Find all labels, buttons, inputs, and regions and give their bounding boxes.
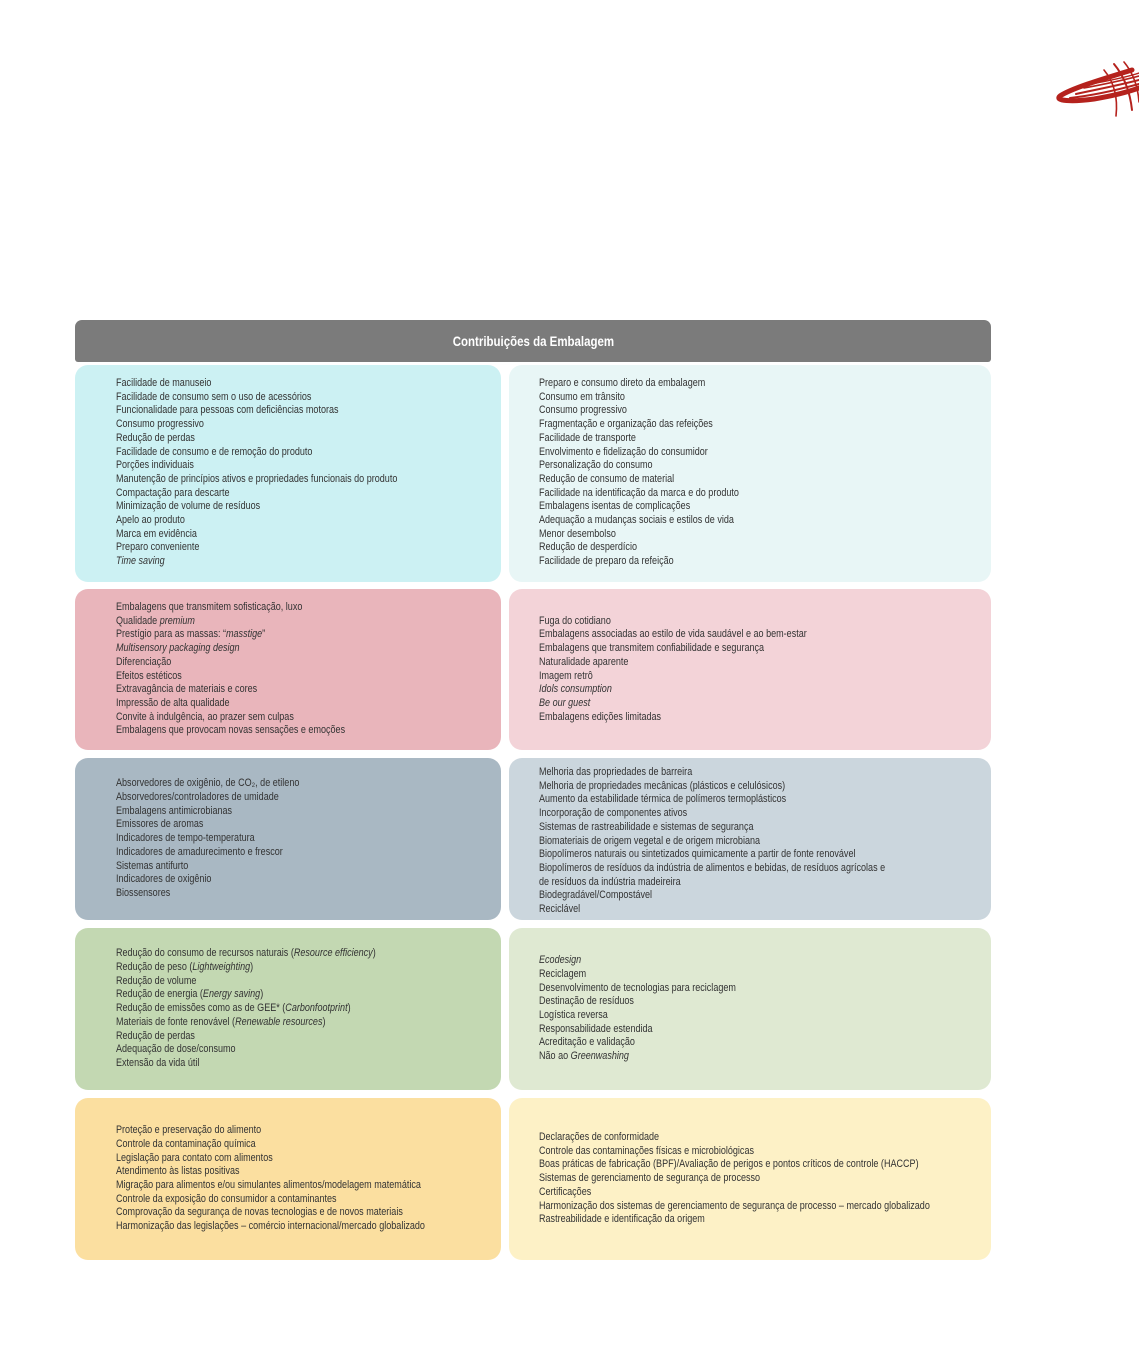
item-text: Proteção e preservação do alimento <box>116 1124 262 1137</box>
item-text: Redução do consumo de recursos naturais ( <box>116 947 294 960</box>
list-item <box>116 432 416 446</box>
item-text: Porções individuais <box>116 459 194 472</box>
item-text: Materiais de fonte renovável ( <box>116 1015 236 1028</box>
list-item <box>539 459 893 473</box>
item-text: ) <box>260 988 264 1001</box>
list-item <box>116 697 416 711</box>
item-list <box>116 601 491 738</box>
item-text: Facilidade de consumo sem o uso de acessórios <box>116 390 312 403</box>
item-text: Lightweighting <box>192 961 251 974</box>
table-title: Contribuições da Embalagem <box>452 333 614 349</box>
list-item <box>116 975 416 989</box>
item-text: Idols consumption <box>539 683 612 696</box>
list-item <box>116 473 416 487</box>
item-text: Greenwashing <box>570 1050 629 1063</box>
list-item <box>539 555 893 569</box>
item-text: Consumo progressivo <box>116 418 204 431</box>
list-item <box>539 793 893 807</box>
list-item <box>116 391 416 405</box>
item-text: Redução de consumo de material <box>539 472 675 485</box>
list-item <box>116 1030 416 1044</box>
item-text: Facilidade de consumo e de remoção do produto <box>116 445 313 458</box>
item-text: Qualidade <box>116 614 160 627</box>
list-item <box>539 514 893 528</box>
item-text: Embalagens que provocam novas sensações e emoções <box>116 724 346 737</box>
item-text: Absorvedores de oxigênio, de CO₂, de etileno <box>116 777 300 790</box>
item-text: Time saving <box>116 555 165 568</box>
item-text: Indicadores de oxigênio <box>116 873 212 886</box>
item-text: Consumo em trânsito <box>539 390 625 403</box>
item-text: Melhoria de propriedades mecânicas (plásticos e celulósicos) <box>539 779 786 792</box>
list-item <box>116 988 416 1002</box>
list-item <box>539 1213 893 1227</box>
list-item <box>539 487 893 501</box>
item-text: Redução de desperdício <box>539 541 637 554</box>
item-text: Certificações <box>539 1185 592 1198</box>
item-text: Harmonização dos sistemas de gerenciamento de segurança de processo – mercado globalizado <box>539 1199 930 1212</box>
list-item <box>539 968 893 982</box>
item-text: de resíduos da indústria madeireira <box>539 875 681 888</box>
cell-row4-right <box>509 928 991 1090</box>
item-text: Harmonização das legislações – comércio internacional/mercado globalizado <box>116 1220 425 1233</box>
item-list <box>116 947 491 1070</box>
list-item <box>116 459 416 473</box>
list-item <box>539 1050 893 1064</box>
list-item <box>116 1002 416 1016</box>
cell-row2-right <box>509 589 991 750</box>
list-item <box>116 1043 416 1057</box>
item-text: Redução de peso ( <box>116 961 193 974</box>
item-text: Redução de emissões como as de GEE* ( <box>116 1002 286 1015</box>
list-item <box>116 670 416 684</box>
list-item <box>539 615 893 629</box>
item-text: Renewable resources <box>235 1015 323 1028</box>
item-text: Melhoria das propriedades de barreira <box>539 766 693 778</box>
item-text: Controle da contaminação química <box>116 1137 256 1150</box>
list-item <box>116 418 416 432</box>
item-text: Multisensory packaging design <box>116 642 240 655</box>
list-item <box>116 514 416 528</box>
item-text: Resource efficiency <box>293 947 373 960</box>
item-text: Facilidade de manuseio <box>116 377 212 389</box>
list-item <box>116 961 416 975</box>
item-text: Adequação a mudanças sociais e estilos de vida <box>539 514 734 527</box>
item-text: Aumento da estabilidade térmica de polímeros termoplásticos <box>539 793 787 806</box>
list-item <box>116 628 416 642</box>
list-item <box>116 615 416 629</box>
item-list <box>539 1131 981 1227</box>
list-item <box>116 1057 416 1071</box>
item-text: Declarações de conformidade <box>539 1131 660 1144</box>
item-text: Sistemas de gerenciamento de segurança de processo <box>539 1172 761 1185</box>
list-item <box>539 473 893 487</box>
list-item <box>116 818 416 832</box>
item-text: Be our guest <box>539 696 591 709</box>
item-text: Indicadores de tempo-temperatura <box>116 832 255 845</box>
list-item <box>539 954 893 968</box>
item-text: premium <box>159 614 195 627</box>
list-item <box>539 1145 893 1159</box>
item-text: Destinação de resíduos <box>539 995 634 1008</box>
list-item <box>539 780 893 794</box>
list-item <box>539 807 893 821</box>
list-item <box>539 766 893 780</box>
cell-row3-left <box>75 758 501 920</box>
item-list <box>539 766 981 917</box>
item-list <box>116 1124 491 1234</box>
item-text: Embalagens antimicrobianas <box>116 804 233 817</box>
item-text: Reciclável <box>539 903 581 916</box>
list-item <box>539 404 893 418</box>
list-item <box>116 1138 416 1152</box>
item-text: Compactação para descarte <box>116 486 230 499</box>
list-item <box>539 876 893 890</box>
item-text: masstige <box>226 628 263 641</box>
item-text: Desenvolvimento de tecnologias para reciclagem <box>539 981 736 994</box>
list-item <box>539 982 893 996</box>
item-text: Sistemas antifurto <box>116 859 189 872</box>
list-item <box>116 555 416 569</box>
item-text: Acreditação e validação <box>539 1036 635 1049</box>
item-list <box>539 377 981 569</box>
item-text: Adequação de dose/consumo <box>116 1043 236 1056</box>
item-text: Facilidade na identificação da marca e do produto <box>539 486 739 499</box>
item-text: Convite à indulgência, ao prazer sem culpas <box>116 710 294 723</box>
item-list <box>116 377 491 569</box>
list-item <box>539 835 893 849</box>
list-item <box>539 1131 893 1145</box>
cell-row5-left <box>75 1098 501 1260</box>
item-text: Biodegradável/Compostável <box>539 889 653 902</box>
item-text: Atendimento às listas positivas <box>116 1165 240 1178</box>
list-item <box>116 642 416 656</box>
item-text: Consumo progressivo <box>539 404 627 417</box>
cell-row1-right <box>509 365 991 582</box>
list-item <box>539 670 893 684</box>
cell-row3-right <box>509 758 991 920</box>
item-text: ” <box>262 628 266 641</box>
item-text: Legislação para contato com alimentos <box>116 1151 273 1164</box>
item-text: Prestígio para as massas: “ <box>116 628 226 641</box>
item-text: Preparo e consumo direto da embalagem <box>539 377 706 389</box>
item-text: Personalização do consumo <box>539 459 653 472</box>
list-item <box>116 683 416 697</box>
list-item <box>116 860 416 874</box>
list-item <box>539 1186 893 1200</box>
item-text: Biopolímeros naturais ou sintetizados quimicamente a partir de fonte renovável <box>539 848 856 861</box>
cell-row5-right <box>509 1098 991 1260</box>
item-text: Fragmentação e organização das refeições <box>539 418 713 431</box>
list-item <box>539 848 893 862</box>
list-item <box>539 656 893 670</box>
list-item <box>539 903 893 917</box>
list-item <box>116 528 416 542</box>
cell-row2-left <box>75 589 501 750</box>
list-item <box>116 1179 421 1193</box>
item-text: Responsabilidade estendida <box>539 1022 653 1035</box>
list-item <box>116 541 416 555</box>
list-item <box>539 862 893 876</box>
list-item <box>116 791 416 805</box>
item-text: Extensão da vida útil <box>116 1056 200 1069</box>
item-text: Fuga do cotidiano <box>539 614 611 627</box>
list-item <box>539 1172 893 1186</box>
list-item <box>116 1165 416 1179</box>
list-item <box>539 995 893 1009</box>
list-item <box>539 628 893 642</box>
item-text: Envolvimento e fidelização do consumidor <box>539 445 708 458</box>
list-item <box>539 1199 930 1214</box>
item-text: Menor desembolso <box>539 527 616 540</box>
list-item <box>116 1016 416 1030</box>
item-text: Reciclagem <box>539 967 587 980</box>
item-text: Embalagens que transmitem confiabilidade e segurança <box>539 642 765 655</box>
item-text: Naturalidade aparente <box>539 655 629 668</box>
item-text: Impressão de alta qualidade <box>116 696 230 709</box>
list-item <box>539 889 893 903</box>
list-item <box>116 805 416 819</box>
item-text: Embalagens isentas de complicações <box>539 500 691 513</box>
item-text: Diferenciação <box>116 655 172 668</box>
list-item <box>539 541 893 555</box>
item-text: Facilidade de preparo da refeição <box>539 555 674 568</box>
list-item <box>116 887 416 901</box>
list-item <box>539 1009 893 1023</box>
list-item <box>539 418 893 432</box>
item-text: Ecodesign <box>539 954 582 967</box>
list-item <box>539 1036 893 1050</box>
list-item <box>116 846 416 860</box>
item-text: Imagem retrô <box>539 669 593 682</box>
list-item <box>116 656 416 670</box>
list-item <box>539 1023 893 1037</box>
list-item <box>116 601 416 615</box>
item-text: Absorvedores/controladores de umidade <box>116 791 279 804</box>
list-item <box>539 500 893 514</box>
item-text: Rastreabilidade e identificação da origem <box>539 1213 705 1226</box>
item-list <box>539 615 981 725</box>
list-item <box>116 500 416 514</box>
item-text: ) <box>322 1015 326 1028</box>
item-text: ) <box>372 947 376 960</box>
item-text: Não ao <box>539 1050 571 1063</box>
item-text: Efeitos estéticos <box>116 669 182 682</box>
list-item <box>116 487 416 501</box>
list-item <box>116 947 416 961</box>
item-text: ) <box>250 961 254 974</box>
list-item <box>116 446 416 460</box>
globe-logo-icon <box>1054 58 1139 128</box>
item-text: Apelo ao produto <box>116 514 185 527</box>
list-item <box>116 724 416 738</box>
item-text: Indicadores de amadurecimento e frescor <box>116 845 283 858</box>
item-text: Redução de energia ( <box>116 988 203 1001</box>
item-text: Carbonfootprint <box>285 1002 348 1015</box>
list-item <box>539 642 893 656</box>
item-text: ) <box>347 1002 351 1015</box>
list-item <box>539 697 893 711</box>
list-item <box>539 377 893 391</box>
list-item <box>539 683 893 697</box>
list-item <box>539 432 893 446</box>
item-text: Redução de perdas <box>116 1029 195 1042</box>
item-text: Redução de perdas <box>116 431 195 444</box>
list-item <box>539 446 893 460</box>
item-text: Biomateriais de origem vegetal e de origem microbiana <box>539 834 761 847</box>
item-text: Minimização de volume de resíduos <box>116 500 261 513</box>
item-text: Boas práticas de fabricação (BPF)/Avaliação de perigos e pontos críticos de controle (HACCP) <box>539 1158 919 1171</box>
item-text: Incorporação de componentes ativos <box>539 807 688 820</box>
list-item <box>116 1220 425 1234</box>
list-item <box>539 821 893 835</box>
list-item <box>539 1158 919 1172</box>
item-list <box>116 777 491 900</box>
list-item <box>539 528 893 542</box>
item-text: Sistemas de rastreabilidade e sistemas de segurança <box>539 820 754 833</box>
item-text: Facilidade de transporte <box>539 431 636 444</box>
item-text: Preparo conveniente <box>116 541 200 554</box>
list-item <box>116 1152 416 1166</box>
item-text: Energy saving <box>202 988 261 1001</box>
list-item <box>116 873 416 887</box>
item-text: Controle das contaminações físicas e microbiológicas <box>539 1144 754 1157</box>
item-text: Controle da exposição do consumidor a contaminantes <box>116 1192 337 1205</box>
list-item <box>116 404 416 418</box>
list-item <box>539 711 893 725</box>
item-text: Migração para alimentos e/ou simulantes alimentos/modelagem matemática <box>116 1179 421 1191</box>
item-text: Extravagância de materiais e cores <box>116 683 258 696</box>
cell-row1-left <box>75 365 501 582</box>
item-text: Embalagens edições limitadas <box>539 710 662 723</box>
item-list <box>539 954 981 1064</box>
list-item <box>116 377 416 391</box>
list-item <box>539 391 893 405</box>
item-text: Biossensores <box>116 886 171 899</box>
list-item <box>116 777 416 791</box>
list-item <box>116 832 416 846</box>
item-text: Redução de volume <box>116 974 197 987</box>
list-item <box>116 1124 416 1138</box>
list-item <box>116 1206 416 1220</box>
item-text: Funcionalidade para pessoas com deficiências motoras <box>116 404 339 417</box>
table-header <box>75 320 991 362</box>
list-item <box>116 1193 416 1207</box>
cell-row4-left <box>75 928 501 1090</box>
list-item <box>116 711 416 725</box>
item-text: Manutenção de princípios ativos e propriedades funcionais do produto <box>116 472 398 485</box>
item-text: Biopolímeros de resíduos da indústria de alimentos e bebidas, de resíduos agrícolas e <box>539 861 886 874</box>
item-text: Marca em evidência <box>116 527 197 540</box>
item-text: Logística reversa <box>539 1009 608 1021</box>
item-text: Comprovação da segurança de novas tecnologias e de novos materiais <box>116 1206 403 1219</box>
item-text: Embalagens que transmitem sofisticação, luxo <box>116 601 303 613</box>
item-text: Emissores de aromas <box>116 818 204 831</box>
item-text: Embalagens associadas ao estilo de vida saudável e ao bem-estar <box>539 628 807 641</box>
